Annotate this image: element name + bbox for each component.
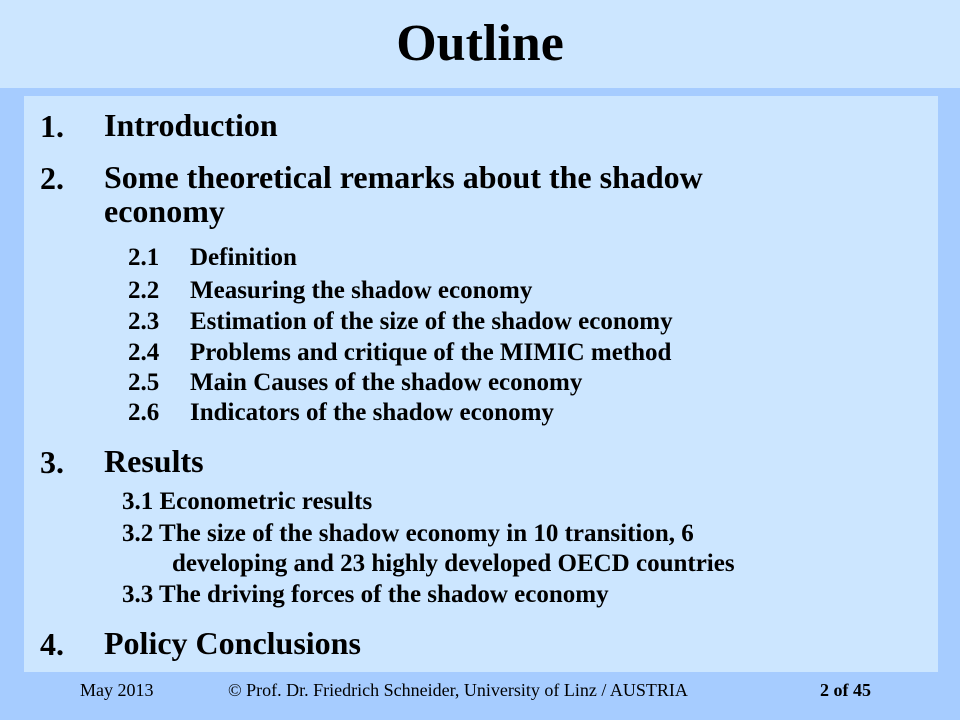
sub-item-3-1: 3.1 Econometric results <box>122 488 373 515</box>
sub-item-number: 2.5 <box>128 369 160 396</box>
sub-item-text: Definition <box>190 244 297 271</box>
item-4-number: 4. <box>40 626 64 662</box>
sub-item-text: Problems and critique of the MIMIC method <box>190 339 672 366</box>
footer-date: May 2013 <box>80 680 154 700</box>
sub-item-text: Indicators of the shadow economy <box>190 399 554 426</box>
item-3-heading: Results <box>104 443 204 479</box>
footer-copyright: © Prof. Dr. Friedrich Schneider, University of Linz / AUSTRIA <box>228 680 688 700</box>
sub-item-number: 2.1 <box>128 244 160 271</box>
sub-item-3-3: 3.3 The driving forces of the shadow economy <box>122 581 609 608</box>
sub-item-text: Estimation of the size of the shadow economy <box>190 308 673 335</box>
item-1-heading: Introduction <box>104 107 278 143</box>
sub-item-text: Main Causes of the shadow economy <box>190 369 583 396</box>
footer-page-number: 2 of 45 <box>820 680 871 700</box>
item-4-heading: Policy Conclusions <box>104 625 361 661</box>
item-1-number: 1. <box>40 108 64 144</box>
sub-item-number: 2.4 <box>128 339 160 366</box>
item-2-heading: Some theoretical remarks about the shadow economy <box>104 159 703 229</box>
item-3-number: 3. <box>40 444 64 480</box>
sub-item-text: Measuring the shadow economy <box>190 277 533 304</box>
sub-item-3-2-continued: developing and 23 highly developed OECD countries <box>172 550 735 577</box>
sub-item-number: 2.3 <box>128 308 160 335</box>
sub-item-number: 2.2 <box>128 277 160 304</box>
sub-item-number: 2.6 <box>128 399 160 426</box>
sub-item-3-2: 3.2 The size of the shadow economy in 10 transition, 6 <box>122 520 694 547</box>
item-2-number: 2. <box>40 160 64 196</box>
slide-title: Outline <box>396 15 564 72</box>
